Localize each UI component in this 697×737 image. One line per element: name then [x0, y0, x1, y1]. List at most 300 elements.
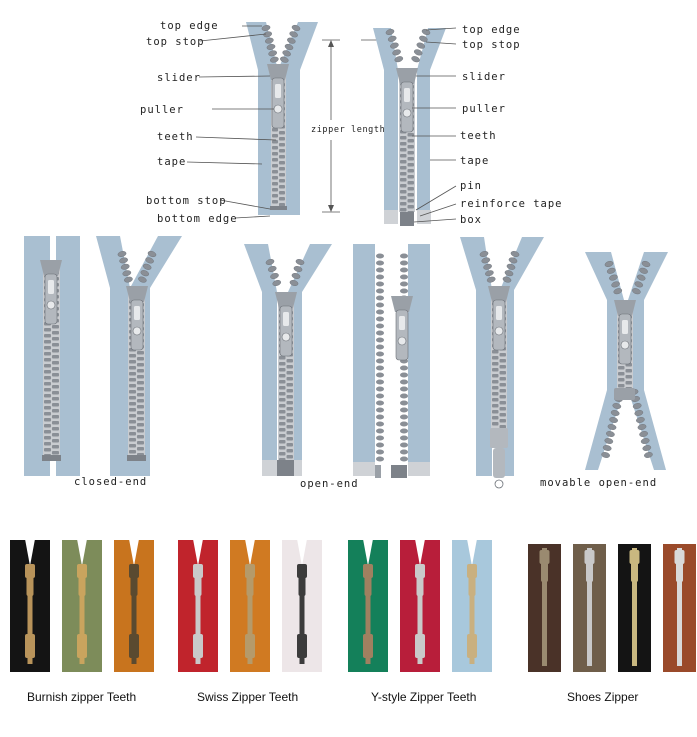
label-zipper-length: zipper length	[311, 125, 386, 135]
tooth	[52, 361, 59, 365]
tooth	[137, 369, 144, 373]
tooth	[376, 296, 384, 301]
tooth	[376, 429, 384, 434]
slider-bottom	[614, 388, 635, 400]
tooth	[137, 351, 144, 355]
reinforce-tape	[408, 462, 430, 476]
tooth	[500, 425, 507, 429]
tooth	[272, 152, 278, 156]
label-bottom-stop-left: bottom stop	[146, 195, 227, 207]
tooth	[44, 334, 51, 338]
tooth	[492, 422, 499, 426]
tooth	[618, 378, 625, 382]
puller	[27, 576, 34, 596]
zipper-photo	[663, 544, 696, 672]
bottom-puller	[297, 634, 307, 658]
tooth	[44, 448, 51, 452]
tooth	[400, 394, 408, 399]
tooth	[52, 325, 59, 329]
slider	[467, 564, 477, 578]
pin	[375, 465, 381, 478]
tooth	[279, 161, 285, 165]
bottom-puller	[467, 634, 477, 658]
tooth	[376, 345, 384, 350]
puller-emblem	[47, 301, 55, 309]
tooth	[618, 372, 625, 376]
label-top-edge-right: top edge	[462, 24, 521, 36]
tooth	[52, 415, 59, 419]
dim-arrowhead	[328, 205, 334, 212]
tooth	[279, 434, 286, 438]
tooth	[137, 447, 144, 451]
slider	[129, 564, 139, 578]
tooth	[279, 386, 286, 390]
tooth	[279, 404, 286, 408]
puller	[676, 562, 683, 582]
tooth	[500, 395, 507, 399]
slider	[77, 564, 87, 578]
tooth	[279, 422, 286, 426]
tooth	[52, 409, 59, 413]
box	[277, 460, 294, 476]
tooth	[279, 167, 285, 171]
tooth	[492, 404, 499, 408]
tooth	[137, 375, 144, 379]
slider	[540, 550, 550, 564]
zipper-photo	[400, 540, 440, 672]
tooth	[279, 410, 286, 414]
zipper-photo	[452, 540, 492, 672]
tooth	[400, 366, 408, 371]
tooth	[287, 401, 294, 405]
label-teeth-right: teeth	[460, 130, 497, 142]
tooth	[279, 149, 285, 153]
tooth	[44, 424, 51, 428]
tooth	[44, 352, 51, 356]
slider	[297, 564, 307, 578]
tooth	[272, 140, 278, 144]
slider	[675, 550, 685, 564]
tooth	[279, 446, 286, 450]
puller-emblem	[621, 341, 629, 349]
zipper-photo	[230, 540, 270, 672]
puller	[299, 576, 306, 596]
tooth	[129, 426, 136, 430]
tooth	[137, 381, 144, 385]
slider	[415, 564, 425, 578]
tooth	[500, 413, 507, 417]
tape-right	[628, 252, 668, 470]
puller	[631, 562, 638, 582]
tooth	[137, 357, 144, 361]
tooth	[492, 368, 499, 372]
tooth	[376, 457, 384, 462]
bottom-puller	[193, 634, 203, 658]
tooth	[400, 154, 407, 158]
tooth	[129, 360, 136, 364]
tooth	[287, 437, 294, 441]
tape-left	[373, 28, 398, 218]
tooth	[129, 450, 136, 454]
tooth	[129, 402, 136, 406]
tooth	[279, 179, 285, 183]
tooth	[52, 403, 59, 407]
zipper-photo	[178, 540, 218, 672]
tooth	[376, 436, 384, 441]
zipper-photo	[114, 540, 154, 672]
tooth	[52, 433, 59, 437]
puller-window	[275, 84, 281, 98]
tooth	[52, 451, 59, 455]
puller-window	[496, 306, 502, 320]
tooth	[129, 366, 136, 370]
tooth	[408, 187, 415, 191]
puller-window	[134, 306, 140, 320]
tooth	[52, 355, 59, 359]
label-pin: pin	[460, 180, 482, 192]
tooth	[279, 368, 286, 372]
tooth	[52, 427, 59, 431]
tooth	[44, 376, 51, 380]
tooth	[129, 408, 136, 412]
tooth	[44, 358, 51, 362]
zipper-photo	[282, 540, 322, 672]
tooth	[408, 145, 415, 149]
tooth	[376, 422, 384, 427]
tooth	[400, 457, 408, 462]
tooth	[376, 450, 384, 455]
label-top-stop-right: top stop	[462, 39, 521, 51]
tooth	[500, 419, 507, 423]
caption-swiss: Swiss Zipper Teeth	[197, 690, 299, 704]
tooth	[618, 384, 625, 388]
bottom-puller	[129, 634, 139, 658]
tooth	[279, 452, 286, 456]
bottom-puller	[77, 634, 87, 658]
reinforce-tape	[384, 210, 398, 224]
tooth	[408, 175, 415, 179]
tooth	[52, 421, 59, 425]
puller-emblem	[495, 327, 503, 335]
tooth	[376, 331, 384, 336]
tooth	[287, 407, 294, 411]
puller-window	[622, 320, 628, 334]
zipper-photo	[528, 544, 561, 672]
tooth	[129, 372, 136, 376]
tooth	[408, 193, 415, 197]
tooth	[500, 407, 507, 411]
tooth	[44, 406, 51, 410]
tooth	[376, 324, 384, 329]
tooth	[400, 380, 408, 385]
tooth	[400, 408, 408, 413]
tooth	[408, 163, 415, 167]
tooth	[500, 401, 507, 405]
tooth	[137, 411, 144, 415]
tooth	[272, 170, 278, 174]
tooth	[52, 439, 59, 443]
tooth	[500, 365, 507, 369]
tooth	[400, 415, 408, 420]
tooth	[500, 389, 507, 393]
tooth	[408, 199, 415, 203]
label-tape-left: tape	[157, 156, 187, 168]
leader	[187, 162, 262, 164]
tooth	[279, 185, 285, 189]
tooth	[287, 443, 294, 447]
tooth	[376, 310, 384, 315]
zipper-photo	[62, 540, 102, 672]
tooth	[376, 352, 384, 357]
tooth	[500, 353, 507, 357]
label-reinforce-tape: reinforce tape	[460, 198, 563, 210]
puller	[469, 576, 476, 596]
tooth	[400, 450, 408, 455]
tooth	[626, 375, 633, 379]
tooth	[44, 388, 51, 392]
tooth	[52, 331, 59, 335]
tooth	[52, 391, 59, 395]
tooth	[279, 143, 285, 147]
tooth	[272, 176, 278, 180]
bottom-slider	[490, 428, 508, 448]
tooth	[492, 350, 499, 354]
tooth	[52, 397, 59, 401]
box	[391, 465, 407, 478]
tooth	[376, 289, 384, 294]
tooth	[272, 146, 278, 150]
photo-group-2	[178, 540, 322, 672]
tooth	[376, 380, 384, 385]
label-bottom-edge-left: bottom edge	[157, 213, 238, 225]
tooth	[626, 381, 633, 385]
zipper-photo	[348, 540, 388, 672]
tooth	[272, 188, 278, 192]
tooth	[376, 261, 384, 266]
tooth	[376, 366, 384, 371]
tooth	[279, 155, 285, 159]
tooth	[376, 338, 384, 343]
tooth	[408, 205, 415, 209]
tooth	[287, 365, 294, 369]
tooth	[129, 444, 136, 448]
bottom-puller	[415, 634, 425, 658]
tooth	[279, 191, 285, 195]
label-tape-right: tape	[460, 155, 490, 167]
tooth	[272, 194, 278, 198]
tooth	[287, 389, 294, 393]
bottom-puller	[493, 448, 505, 478]
tooth	[52, 343, 59, 347]
puller-window	[283, 312, 289, 326]
puller	[79, 576, 86, 596]
tooth	[400, 254, 408, 259]
tooth	[272, 182, 278, 186]
tooth	[137, 423, 144, 427]
tooth	[279, 197, 285, 201]
label-top-stop-left: top stop	[146, 36, 205, 48]
tooth	[52, 385, 59, 389]
photo-group-1	[10, 540, 154, 672]
tooth	[400, 268, 408, 273]
tooth	[400, 178, 407, 182]
tooth	[129, 378, 136, 382]
puller-window	[48, 280, 54, 294]
tooth	[279, 137, 285, 141]
tooth	[44, 430, 51, 434]
tooth	[376, 254, 384, 259]
bottom-stop	[127, 455, 146, 461]
label-movable-open-end: movable open-end	[540, 477, 658, 489]
tooth	[411, 55, 421, 63]
tooth	[376, 275, 384, 280]
tooth	[492, 386, 499, 390]
tooth	[500, 383, 507, 387]
tooth	[279, 398, 286, 402]
bottom-stop	[42, 455, 61, 461]
tooth	[400, 387, 408, 392]
tooth	[279, 440, 286, 444]
tooth	[272, 164, 278, 168]
bottom-puller	[25, 634, 35, 658]
tooth	[400, 190, 407, 194]
tooth	[279, 362, 286, 366]
tooth	[400, 401, 408, 406]
tooth	[129, 438, 136, 442]
tooth	[400, 172, 407, 176]
puller	[417, 576, 424, 596]
tooth	[44, 340, 51, 344]
tooth	[400, 443, 408, 448]
photo-group-4	[528, 544, 696, 672]
tooth	[287, 455, 294, 459]
tooth	[400, 373, 408, 378]
zipper-photo	[10, 540, 50, 672]
caption-burnish: Burnish zipper Teeth	[27, 690, 137, 704]
label-box: box	[460, 214, 482, 226]
tooth	[400, 196, 407, 200]
tooth	[376, 387, 384, 392]
tooth	[492, 410, 499, 414]
tooth	[272, 128, 278, 132]
bottom-puller	[245, 634, 255, 658]
tooth	[376, 401, 384, 406]
tooth	[287, 377, 294, 381]
watermark-fragment	[560, 726, 640, 736]
caption-shoes: Shoes Zipper	[567, 690, 639, 704]
label-slider-right: slider	[462, 71, 506, 83]
slider	[585, 550, 595, 564]
tooth	[44, 328, 51, 332]
puller-emblem	[282, 333, 290, 341]
tooth	[44, 442, 51, 446]
box	[400, 212, 414, 226]
tooth	[400, 422, 408, 427]
tooth	[137, 387, 144, 391]
tooth	[492, 362, 499, 366]
tooth	[287, 431, 294, 435]
tooth	[400, 429, 408, 434]
tooth	[52, 379, 59, 383]
tooth	[44, 394, 51, 398]
tooth	[279, 173, 285, 177]
slider	[630, 550, 640, 564]
tooth	[376, 415, 384, 420]
tooth	[279, 374, 286, 378]
tooth	[376, 359, 384, 364]
tape-right	[288, 244, 332, 476]
tooth	[137, 417, 144, 421]
tooth	[376, 282, 384, 287]
tooth	[44, 346, 51, 350]
tooth	[400, 148, 407, 152]
tooth	[287, 359, 294, 363]
tooth	[287, 413, 294, 417]
puller-emblem	[403, 109, 411, 117]
tooth	[279, 416, 286, 420]
tape-right	[408, 244, 430, 476]
tooth	[400, 289, 408, 294]
tooth	[279, 392, 286, 396]
tooth	[129, 396, 136, 400]
tooth	[408, 169, 415, 173]
tooth	[492, 392, 499, 396]
zipper-photo	[618, 544, 651, 672]
tooth	[272, 134, 278, 138]
tooth	[137, 399, 144, 403]
teeth-separated-left	[376, 254, 384, 462]
slider	[363, 564, 373, 578]
tooth	[287, 395, 294, 399]
tooth	[287, 419, 294, 423]
tooth	[500, 359, 507, 363]
tooth	[376, 268, 384, 273]
tooth	[376, 303, 384, 308]
label-open-end: open-end	[300, 478, 359, 490]
tooth	[129, 384, 136, 388]
puller	[195, 576, 202, 596]
slider	[193, 564, 203, 578]
tooth	[287, 425, 294, 429]
tooth	[287, 449, 294, 453]
puller-ring	[495, 480, 503, 488]
tooth	[129, 432, 136, 436]
tooth	[137, 435, 144, 439]
tooth	[129, 414, 136, 418]
tooth	[129, 354, 136, 358]
tooth	[408, 139, 415, 143]
tooth	[400, 275, 408, 280]
tooth	[279, 131, 285, 135]
tooth	[601, 452, 610, 459]
slider	[25, 564, 35, 578]
tape-left	[353, 244, 375, 476]
tooth	[137, 441, 144, 445]
tooth	[376, 373, 384, 378]
tooth	[400, 202, 407, 206]
tooth	[618, 366, 625, 370]
puller	[131, 576, 138, 596]
slider	[245, 564, 255, 578]
tooth	[287, 383, 294, 387]
puller	[365, 576, 372, 596]
leader	[235, 216, 270, 218]
tooth	[400, 142, 407, 146]
tooth	[492, 380, 499, 384]
tooth	[52, 367, 59, 371]
tooth	[44, 370, 51, 374]
tooth	[376, 408, 384, 413]
